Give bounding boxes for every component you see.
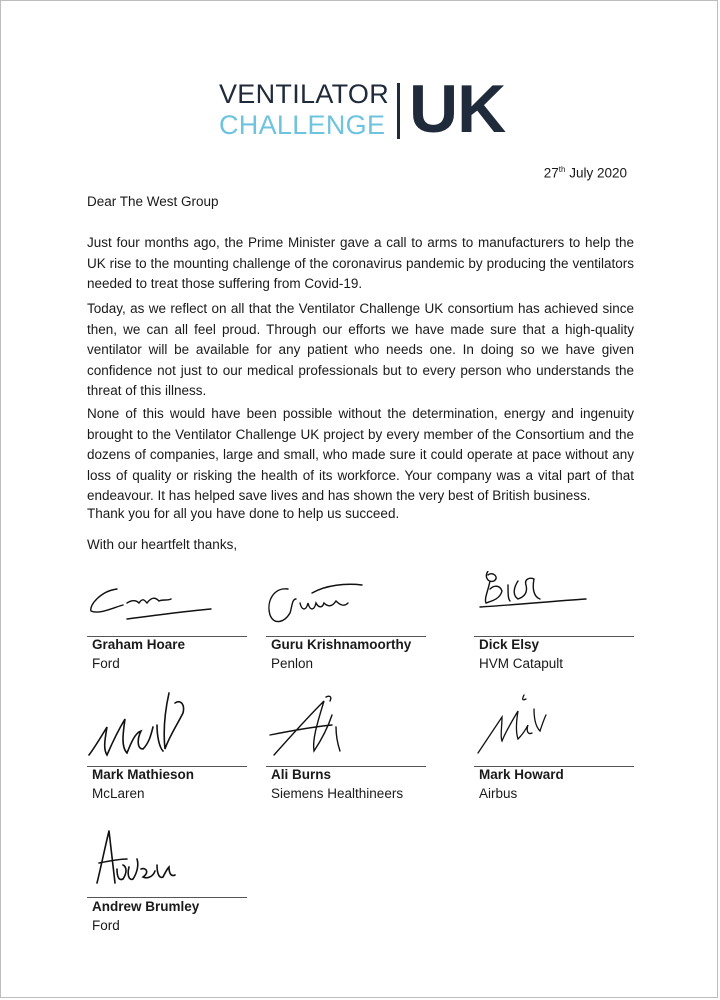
signature-block-mark-howard <box>474 691 634 803</box>
signatory-organisation: Airbus <box>479 786 518 801</box>
signature-block-ali-burns <box>266 691 426 803</box>
signature-block-guru-krishnamoorthy <box>266 571 426 671</box>
date-month-year: July 2020 <box>565 165 627 181</box>
closing-line: With our heartfelt thanks, <box>87 537 238 552</box>
date-day: 27 <box>543 165 559 181</box>
signatory-name: Ali Burns <box>271 767 332 782</box>
signatory-name: Guru Krishnamoorthy <box>271 637 412 652</box>
logo-divider <box>397 83 400 139</box>
logo-line-challenge: CHALLENGE <box>219 110 386 140</box>
signature-block-dick-elsy <box>474 571 634 671</box>
signature-line <box>87 897 247 898</box>
paragraph-3: None of this would have been possible without the determination, energy and ingenuity brought to the Ventilator Challenge UK project by every member of the Consortium and the dozens of companies, large and small, who made sure it could operate at pace without any loss of quality or risking the health of its workforce. Your company was a vital part of that endeavour. It has helped save lives and has shown the very best of British business. <box>87 406 634 503</box>
signature-block-andrew-brumley <box>87 823 247 935</box>
signature-dick-elsy <box>474 571 634 633</box>
signatory-organisation: Ford <box>92 656 120 671</box>
signatory-name: Graham Hoare <box>92 637 186 652</box>
signature-block-graham-hoare <box>87 571 247 671</box>
signature-graham-hoare <box>87 571 247 633</box>
ventilator-challenge-logo <box>219 71 509 147</box>
signatory-organisation: HVM Catapult <box>479 656 564 671</box>
signature-andrew-brumley <box>87 823 247 897</box>
letter-date <box>544 165 627 181</box>
signature-ali-burns <box>266 691 426 765</box>
paragraph-1: Just four months ago, the Prime Minister gave a call to arms to manufacturers to help the UK rise to the mounting challenge of the coronavirus pandemic by producing the ventilators needed to treat those suffering from Covid-19. <box>87 235 634 291</box>
signatory-organisation: Ford <box>92 918 120 933</box>
signatory-name: Dick Elsy <box>479 637 540 652</box>
signature-guru-krishnamoorthy <box>266 571 426 633</box>
date-suffix: th <box>558 165 566 174</box>
signatory-organisation: McLaren <box>92 786 145 801</box>
signatory-name: Mark Howard <box>479 767 564 782</box>
paragraph-2: Today, as we reflect on all that the Ventilator Challenge UK consortium has achieved since then, we can all feel proud. Through our efforts we have made sure that a high-quality ventilator will be available for any patient who needs one. In doing so we have given confidence not just to our medical professionals but to every person who understands the threat of this illness. <box>87 301 634 398</box>
thank-you-line: Thank you for all you have done to help us succeed. <box>87 506 400 521</box>
signatory-name: Andrew Brumley <box>92 899 200 914</box>
signature-block-mark-mathieson <box>87 691 247 803</box>
signatory-name: Mark Mathieson <box>92 767 195 782</box>
logo-line-ventilator: VENTILATOR <box>219 79 390 109</box>
logo-uk: UK <box>409 71 506 147</box>
signatory-organisation: Penlon <box>271 656 314 671</box>
signature-mark-mathieson <box>87 691 247 765</box>
signatory-organisation: Siemens Healthineers <box>271 786 404 801</box>
signature-mark-howard <box>474 691 634 765</box>
salutation: Dear The West Group <box>87 194 219 209</box>
